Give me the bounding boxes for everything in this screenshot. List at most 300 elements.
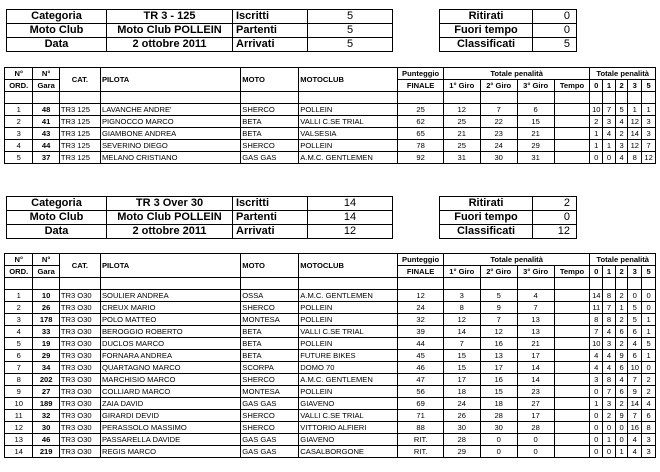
- partenti-value: 14: [308, 211, 393, 225]
- header-giro3: 3° Giro: [517, 266, 554, 278]
- header-ord: ORD.: [5, 80, 33, 92]
- cell-moto: OSSA: [241, 290, 299, 302]
- cell-gara: 219: [33, 446, 59, 458]
- cell-finale: RIT.: [398, 446, 443, 458]
- cell-ord: 10: [5, 398, 33, 410]
- cell-motoclub: POLLEIN: [299, 386, 398, 398]
- cell-p1: 4: [603, 128, 616, 140]
- motoclub-label: Moto Club: [7, 24, 107, 38]
- cell-finale: 46: [398, 362, 443, 374]
- cell-moto: GAS GAS: [241, 398, 299, 410]
- cell-p0: 1: [590, 128, 603, 140]
- cell-ord: 1: [5, 104, 33, 116]
- cell-ord: 13: [5, 434, 33, 446]
- cell-motoclub: A.M.C. GENTLEMEN: [299, 374, 398, 386]
- cell-tempo: [554, 290, 590, 302]
- cell-p0: 3: [590, 374, 603, 386]
- cell-tempo: [554, 422, 590, 434]
- cell-p1: 1: [603, 434, 616, 446]
- cell-tempo: [554, 326, 590, 338]
- cell-gara: 27: [33, 386, 59, 398]
- spacer-cell: [554, 92, 590, 104]
- cell-tempo: [554, 350, 590, 362]
- cell-ord: 3: [5, 128, 33, 140]
- spacer-cell: [398, 92, 443, 104]
- cell-giro3: 14: [517, 362, 554, 374]
- cell-ord: 5: [5, 338, 33, 350]
- cell-gara: 178: [33, 314, 59, 326]
- section2-info-table: [6, 196, 393, 239]
- cell-pilota: MARCHISIO MARCO: [100, 374, 240, 386]
- cell-finale: 88: [398, 422, 443, 434]
- cell-ord: 12: [5, 422, 33, 434]
- header-p5: 5: [642, 80, 656, 92]
- data-value: 2 ottobre 2011: [107, 225, 233, 239]
- cell-giro2: 22: [480, 116, 517, 128]
- cell-pilota: LAVANCHE ANDRE': [100, 104, 240, 116]
- cell-tempo: [554, 116, 590, 128]
- cell-p2: 9: [615, 410, 628, 422]
- cell-p1: 4: [603, 350, 616, 362]
- motoclub-label: Moto Club: [7, 211, 107, 225]
- cell-moto: SHERCO: [241, 302, 299, 314]
- arrivati-label: Arrivati: [233, 225, 308, 239]
- ritirati-label: Ritirati: [440, 10, 533, 24]
- cell-cat: TR3 O30: [59, 422, 100, 434]
- spacer-cell: [642, 278, 656, 290]
- spacer-cell: [628, 92, 642, 104]
- cell-giro1: 7: [443, 338, 480, 350]
- table-row: [5, 398, 656, 410]
- cell-pilota: BEROGGIO ROBERTO: [100, 326, 240, 338]
- header-pilota: PILOTA: [100, 254, 240, 278]
- cell-gara: 43: [33, 128, 59, 140]
- cell-p2: 0: [615, 422, 628, 434]
- cell-giro2: 13: [480, 350, 517, 362]
- fuori-tempo-value: 0: [533, 24, 577, 38]
- cell-gara: 32: [33, 410, 59, 422]
- header-pilota: PILOTA: [100, 68, 240, 92]
- cell-p3: 4: [628, 434, 642, 446]
- cell-giro2: 30: [480, 422, 517, 434]
- cell-giro2: 5: [480, 290, 517, 302]
- cell-p3: 5: [628, 302, 642, 314]
- cell-tempo: [554, 410, 590, 422]
- cell-p1: 7: [603, 302, 616, 314]
- cell-gara: 41: [33, 116, 59, 128]
- cell-p5: 2: [642, 374, 656, 386]
- cell-giro1: 17: [443, 374, 480, 386]
- cell-giro2: 23: [480, 128, 517, 140]
- cell-ord: 1: [5, 290, 33, 302]
- spacer-cell: [480, 278, 517, 290]
- cell-cat: TR3 O30: [59, 314, 100, 326]
- cell-p2: 5: [615, 104, 628, 116]
- cell-p1: 3: [603, 398, 616, 410]
- cell-giro1: 26: [443, 410, 480, 422]
- table-row: [5, 410, 656, 422]
- cell-giro2: 9: [480, 302, 517, 314]
- cell-giro2: 7: [480, 314, 517, 326]
- cell-motoclub: POLLEIN: [299, 302, 398, 314]
- cell-giro2: 17: [480, 362, 517, 374]
- spacer-cell: [554, 278, 590, 290]
- cell-finale: 44: [398, 338, 443, 350]
- cell-p5: 0: [642, 362, 656, 374]
- cell-p5: 5: [642, 338, 656, 350]
- cell-giro1: 8: [443, 302, 480, 314]
- cell-cat: TR3 O30: [59, 290, 100, 302]
- cell-ord: 3: [5, 314, 33, 326]
- cell-finale: 24: [398, 302, 443, 314]
- cell-gara: 48: [33, 104, 59, 116]
- cell-finale: 65: [398, 128, 443, 140]
- cell-pilota: REGIS MARCO: [100, 446, 240, 458]
- section2-results-table: [4, 253, 656, 458]
- spacer-cell: [443, 278, 480, 290]
- header-punteggio: Punteggio: [398, 254, 443, 266]
- table-row: [5, 290, 656, 302]
- cell-motoclub: A.M.C. GENTLEMEN: [299, 290, 398, 302]
- cell-tempo: [554, 386, 590, 398]
- header-n: N°: [5, 68, 33, 80]
- cell-giro1: 14: [443, 326, 480, 338]
- header-p2: 2: [615, 80, 628, 92]
- cell-gara: 34: [33, 362, 59, 374]
- cell-p1: 3: [603, 338, 616, 350]
- categoria-label: Categoria: [7, 197, 107, 211]
- cell-p5: 3: [642, 434, 656, 446]
- cell-giro3: 21: [517, 128, 554, 140]
- spacer-cell: [398, 278, 443, 290]
- cell-giro3: 4: [517, 290, 554, 302]
- cell-tempo: [554, 338, 590, 350]
- header-p2: 2: [615, 266, 628, 278]
- cell-moto: SHERCO: [241, 410, 299, 422]
- header-p0: 0: [590, 80, 603, 92]
- cell-giro2: 30: [480, 152, 517, 164]
- arrivati-label: Arrivati: [233, 38, 308, 52]
- table-row: [5, 338, 656, 350]
- cell-cat: TR3 O30: [59, 410, 100, 422]
- cell-finale: 62: [398, 116, 443, 128]
- cell-finale: 71: [398, 410, 443, 422]
- cell-moto: BETA: [241, 326, 299, 338]
- cell-pilota: SOULIER ANDREA: [100, 290, 240, 302]
- cell-p0: 14: [590, 290, 603, 302]
- cell-p3: 1: [628, 104, 642, 116]
- spacer-cell: [33, 92, 59, 104]
- cell-p0: 0: [590, 434, 603, 446]
- cell-ord: 8: [5, 374, 33, 386]
- header-motoclub: MOTOCLUB: [299, 254, 398, 278]
- header-giro1: 1° Giro: [443, 266, 480, 278]
- cell-ord: 6: [5, 350, 33, 362]
- partenti-label: Partenti: [233, 211, 308, 225]
- header-p1: 1: [603, 266, 616, 278]
- cell-giro1: 30: [443, 422, 480, 434]
- cell-p5: 3: [642, 116, 656, 128]
- spacer-cell: [615, 92, 628, 104]
- cell-pilota: QUARTAGNO MARCO: [100, 362, 240, 374]
- spacer-cell: [5, 278, 33, 290]
- cell-p2: 1: [615, 302, 628, 314]
- cell-pilota: COLLIARD MARCO: [100, 386, 240, 398]
- header-gara: Gara: [33, 266, 59, 278]
- cell-p5: 1: [642, 350, 656, 362]
- cell-giro2: 16: [480, 374, 517, 386]
- cell-p0: 10: [590, 338, 603, 350]
- cell-moto: MONTESA: [241, 386, 299, 398]
- cell-pilota: PERASSOLO MASSIMO: [100, 422, 240, 434]
- classificati-label: Classificati: [440, 225, 533, 239]
- cell-p0: 10: [590, 104, 603, 116]
- spacer-cell: [5, 92, 33, 104]
- cell-p0: 1: [590, 140, 603, 152]
- cell-motoclub: POLLEIN: [299, 314, 398, 326]
- header-moto: MOTO: [241, 68, 299, 92]
- table-row: [5, 434, 656, 446]
- cell-gara: 30: [33, 422, 59, 434]
- cell-p1: 2: [603, 410, 616, 422]
- cell-gara: 19: [33, 338, 59, 350]
- cell-p1: 7: [603, 104, 616, 116]
- table-row: [5, 362, 656, 374]
- table-row: [5, 350, 656, 362]
- header-tempo: Tempo: [554, 266, 590, 278]
- table-row: [5, 128, 656, 140]
- cell-cat: TR3 125: [59, 116, 100, 128]
- cell-p1: 0: [603, 422, 616, 434]
- cell-giro3: 13: [517, 314, 554, 326]
- spacer-cell: [642, 92, 656, 104]
- cell-tempo: [554, 314, 590, 326]
- section1-info-table: [6, 9, 393, 52]
- header-n-gara: N°: [33, 68, 59, 80]
- cell-gara: 33: [33, 326, 59, 338]
- cell-motoclub: GIAVENO: [299, 434, 398, 446]
- cell-moto: SHERCO: [241, 374, 299, 386]
- table-row: [5, 152, 656, 164]
- table-row: [5, 140, 656, 152]
- header-p0: 0: [590, 266, 603, 278]
- cell-p5: 7: [642, 140, 656, 152]
- cell-motoclub: VALLI C.SE TRIAL: [299, 410, 398, 422]
- cell-ord: 7: [5, 362, 33, 374]
- cell-ord: 4: [5, 326, 33, 338]
- cell-p2: 4: [615, 116, 628, 128]
- cell-tempo: [554, 446, 590, 458]
- cell-cat: TR3 O30: [59, 362, 100, 374]
- cell-cat: TR3 O30: [59, 350, 100, 362]
- table-row: [5, 386, 656, 398]
- spacer-cell: [100, 278, 240, 290]
- cell-tempo: [554, 140, 590, 152]
- spacer-cell: [517, 278, 554, 290]
- data-label: Data: [7, 225, 107, 239]
- header-totale-penalita: Totale penalità: [443, 68, 590, 80]
- header-gara: Gara: [33, 80, 59, 92]
- cell-pilota: PIGNOCCO MARCO: [100, 116, 240, 128]
- spacer-cell: [517, 92, 554, 104]
- cell-motoclub: VITTORIO ALFIERI: [299, 422, 398, 434]
- cell-motoclub: DOMO 70: [299, 362, 398, 374]
- motoclub-value: Moto Club POLLEIN: [107, 24, 233, 38]
- spacer-cell: [100, 92, 240, 104]
- fuori-tempo-label: Fuori tempo: [440, 24, 533, 38]
- header-p3: 3: [628, 266, 642, 278]
- header-p3: 3: [628, 80, 642, 92]
- spacer-cell: [241, 92, 299, 104]
- cell-giro3: 31: [517, 152, 554, 164]
- spacer-cell: [590, 278, 603, 290]
- cell-motoclub: A.M.C. GENTLEMEN: [299, 152, 398, 164]
- fuori-tempo-value: 0: [533, 211, 577, 225]
- cell-p0: 8: [590, 314, 603, 326]
- cell-motoclub: VALSESIA: [299, 128, 398, 140]
- categoria-label: Categoria: [7, 10, 107, 24]
- cell-ord: 11: [5, 410, 33, 422]
- table-row: [5, 314, 656, 326]
- cell-cat: TR3 O30: [59, 446, 100, 458]
- spacer-row: [5, 278, 656, 290]
- cell-p3: 12: [628, 116, 642, 128]
- partenti-value: 5: [308, 24, 393, 38]
- header-p1: 1: [603, 80, 616, 92]
- data-value: 2 ottobre 2011: [107, 38, 233, 52]
- cell-pilota: ZAIA DAVID: [100, 398, 240, 410]
- header-cat: CAT.: [59, 254, 100, 278]
- cell-ord: 14: [5, 446, 33, 458]
- classificati-label: Classificati: [440, 38, 533, 52]
- cell-finale: 12: [398, 290, 443, 302]
- cell-p2: 9: [615, 350, 628, 362]
- spacer-cell: [59, 92, 100, 104]
- spacer-cell: [33, 278, 59, 290]
- cell-p2: 2: [615, 314, 628, 326]
- cell-giro1: 12: [443, 314, 480, 326]
- header-giro2: 2° Giro: [480, 80, 517, 92]
- cell-p0: 0: [590, 386, 603, 398]
- cell-ord: 2: [5, 302, 33, 314]
- header-totale-penalita: Totale penalità: [443, 254, 590, 266]
- cell-giro1: 25: [443, 116, 480, 128]
- iscritti-label: Iscritti: [233, 197, 308, 211]
- cell-gara: 26: [33, 302, 59, 314]
- cell-pilota: SEVERINO DIEGO: [100, 140, 240, 152]
- cell-p1: 0: [603, 446, 616, 458]
- cell-pilota: POLO MATTEO: [100, 314, 240, 326]
- cell-p3: 16: [628, 422, 642, 434]
- header-giro3: 3° Giro: [517, 80, 554, 92]
- header-ord: ORD.: [5, 266, 33, 278]
- cell-p1: 8: [603, 374, 616, 386]
- cell-motoclub: POLLEIN: [299, 140, 398, 152]
- cell-giro3: 6: [517, 104, 554, 116]
- cell-finale: 47: [398, 374, 443, 386]
- spacer-cell: [628, 278, 642, 290]
- cell-pilota: PASSARELLA DAVIDE: [100, 434, 240, 446]
- table-row: [5, 374, 656, 386]
- cell-giro3: 17: [517, 410, 554, 422]
- cell-finale: 78: [398, 140, 443, 152]
- cell-moto: BETA: [241, 128, 299, 140]
- cell-pilota: DUCLOS MARCO: [100, 338, 240, 350]
- ritirati-label: Ritirati: [440, 197, 533, 211]
- motoclub-value: Moto Club POLLEIN: [107, 211, 233, 225]
- spacer-cell: [443, 92, 480, 104]
- header-punteggio: Punteggio: [398, 68, 443, 80]
- table-row: [5, 422, 656, 434]
- cell-pilota: CREUX MARIO: [100, 302, 240, 314]
- cell-cat: TR3 O30: [59, 302, 100, 314]
- cell-pilota: GIAMBONE ANDREA: [100, 128, 240, 140]
- cell-p2: 4: [615, 152, 628, 164]
- cell-giro3: 13: [517, 326, 554, 338]
- cell-cat: TR3 O30: [59, 386, 100, 398]
- cell-p5: 8: [642, 422, 656, 434]
- cell-moto: BETA: [241, 338, 299, 350]
- table-row: [5, 446, 656, 458]
- header-p5: 5: [642, 266, 656, 278]
- cell-giro3: 17: [517, 350, 554, 362]
- cell-tempo: [554, 374, 590, 386]
- iscritti-label: Iscritti: [233, 10, 308, 24]
- cell-cat: TR3 O30: [59, 434, 100, 446]
- cell-pilota: MELANO CRISTIANO: [100, 152, 240, 164]
- spacer-cell: [299, 278, 398, 290]
- cell-p0: 0: [590, 410, 603, 422]
- cell-finale: 25: [398, 104, 443, 116]
- header-n-gara: N°: [33, 254, 59, 266]
- ritirati-value: 0: [533, 10, 577, 24]
- cell-giro2: 16: [480, 338, 517, 350]
- cell-p5: 0: [642, 302, 656, 314]
- cell-gara: 189: [33, 398, 59, 410]
- cell-p1: 1: [603, 140, 616, 152]
- cell-giro1: 3: [443, 290, 480, 302]
- cell-cat: TR3 125: [59, 152, 100, 164]
- cell-motoclub: VALLI C.SE TRIAL: [299, 116, 398, 128]
- cell-motoclub: POLLEIN: [299, 104, 398, 116]
- cell-moto: GAS GAS: [241, 446, 299, 458]
- ritirati-value: 2: [533, 197, 577, 211]
- cell-giro1: 24: [443, 398, 480, 410]
- arrivati-value: 12: [308, 225, 393, 239]
- cell-gara: 10: [33, 290, 59, 302]
- cell-p3: 7: [628, 410, 642, 422]
- cell-finale: RIT.: [398, 434, 443, 446]
- cell-p5: 3: [642, 446, 656, 458]
- header-n: N°: [5, 254, 33, 266]
- cell-motoclub: POLLEIN: [299, 338, 398, 350]
- cell-giro3: 0: [517, 446, 554, 458]
- cell-gara: 29: [33, 350, 59, 362]
- cell-gara: 37: [33, 152, 59, 164]
- cell-ord: 5: [5, 152, 33, 164]
- cell-pilota: FORNARA ANDREA: [100, 350, 240, 362]
- cell-giro3: 15: [517, 116, 554, 128]
- categoria-value: TR 3 - 125: [107, 10, 233, 24]
- cell-giro1: 15: [443, 362, 480, 374]
- cell-p3: 5: [628, 314, 642, 326]
- cell-p5: 1: [642, 314, 656, 326]
- cell-p0: 11: [590, 302, 603, 314]
- cell-giro1: 31: [443, 152, 480, 164]
- cell-finale: 39: [398, 326, 443, 338]
- cell-p1: 3: [603, 116, 616, 128]
- cell-p0: 1: [590, 398, 603, 410]
